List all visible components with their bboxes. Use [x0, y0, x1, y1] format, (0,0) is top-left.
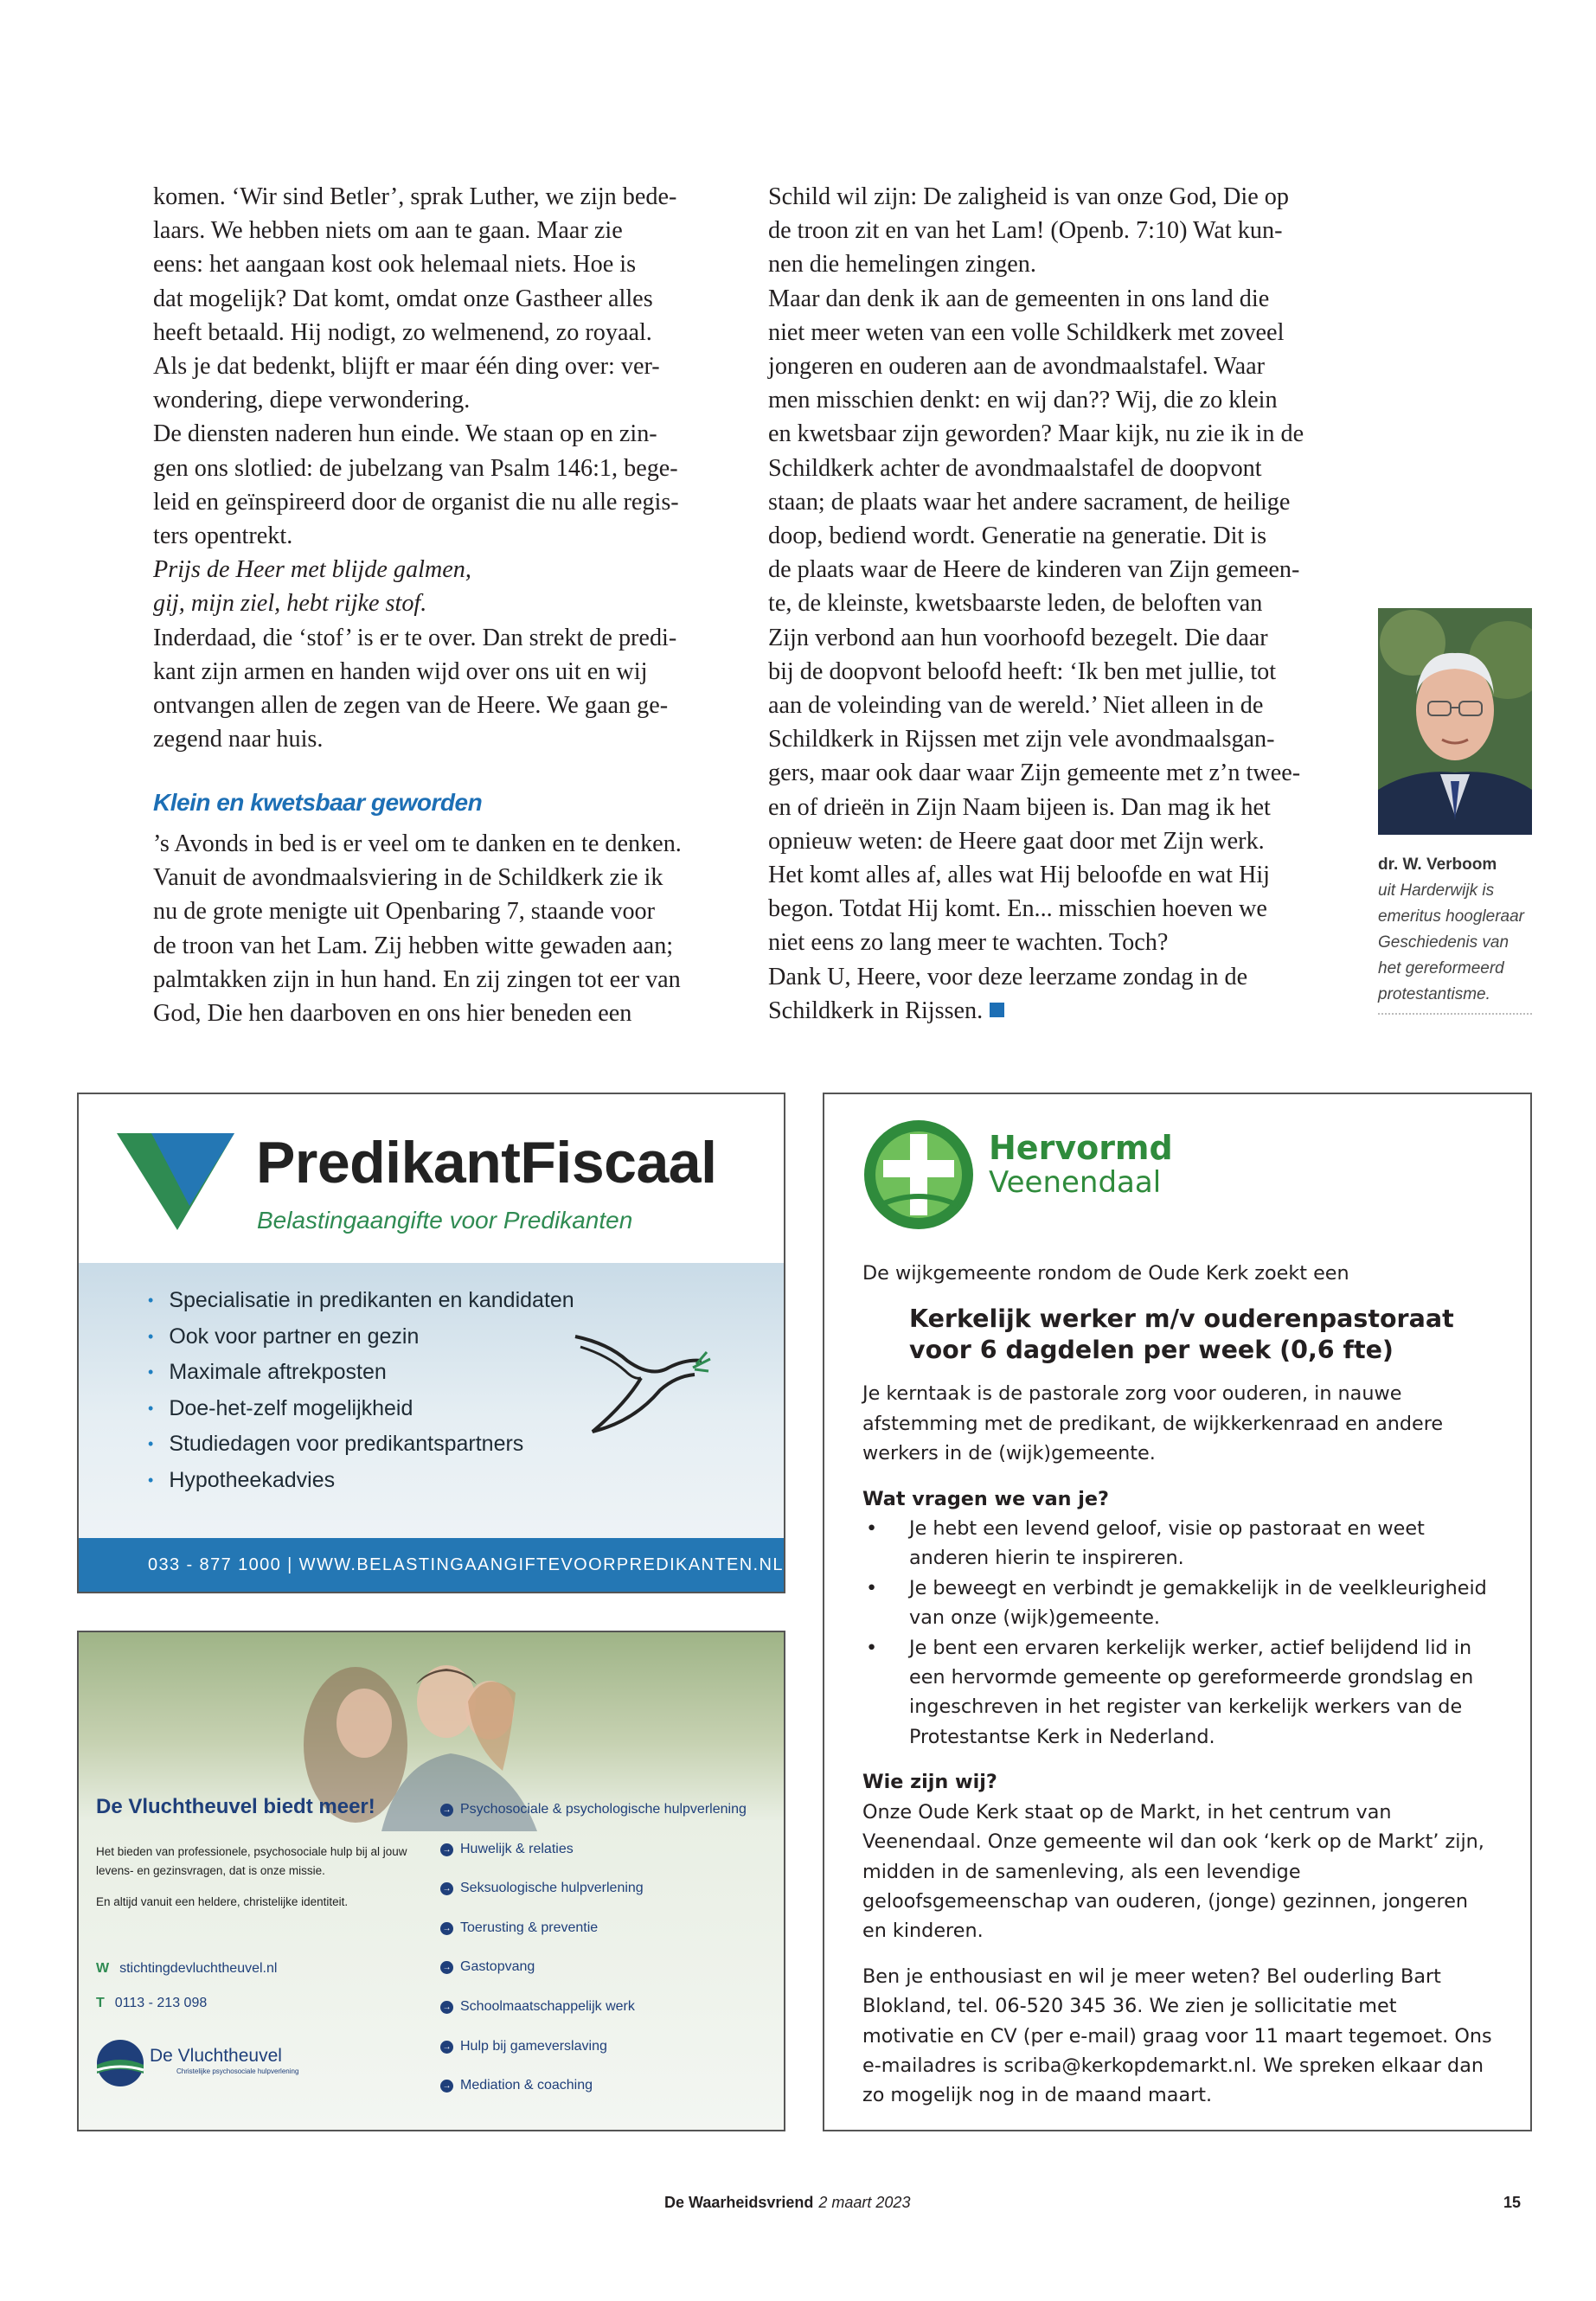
text-line: ters opentrekt.: [153, 522, 293, 550]
article-column-right: [768, 180, 1339, 1028]
text-line: gen ons slotlied: de jubelzang van Psalm 146:1, bege-: [153, 454, 678, 482]
text-line: kant zijn armen en handen wijd over ons uit en wij: [153, 657, 648, 685]
service-label: Toerusting & preventie: [460, 1920, 599, 1935]
text-line: leid en geïnspireerd door de organist die nu alle regis-: [153, 488, 679, 516]
text-line: staan; de plaats waar het andere sacrament, de heilige: [768, 488, 1291, 516]
text-line: te, de kleinste, kwetsbaarste leden, de beloften van: [768, 590, 1263, 618]
text-line: bij de doopvont beloofd heeft: ‘Ik ben met jullie, tot: [768, 657, 1277, 685]
author-name: dr. W. Verboom: [1378, 856, 1497, 874]
vluchtheuvel-mission: [96, 1843, 416, 1912]
service-label: Hypotheekadvies: [169, 1467, 336, 1492]
page-number: 15: [1503, 2194, 1522, 2211]
text-line: de troon van het Lam. Zij hebben witte gewaden aan;: [153, 932, 674, 959]
vluchtheuvel-service-item[interactable]: [440, 1987, 747, 2027]
author-bio: [1378, 878, 1532, 1008]
text-line: dat mogelijk? Dat komt, omdat onze Gastheer alles: [153, 285, 653, 312]
article-column-left: [153, 180, 726, 756]
predikantfiscaal-service-item: [148, 1319, 574, 1356]
article-paragraphs-3: [153, 827, 726, 1030]
vacancy-requirement-item: • Je beweegt en verbindt je gemakkelijk in de veelkleurigheid van onze (wijk)gemeente.: [862, 1574, 1494, 1633]
text-line: Schildkerk achter de avondmaalstafel de doopvont: [768, 454, 1262, 482]
text-line: palmtakken zijn in hun hand. En zij zingen tot eer van: [153, 965, 681, 993]
text-line: De diensten naderen hun einde. We staan op en zin-: [153, 420, 657, 448]
arrow-right-icon: →: [440, 1961, 453, 1974]
text-line: Als je dat bedenkt, blijft er maar één ding over: ver-: [153, 353, 660, 381]
vluchtheuvel-service-item[interactable]: [440, 1908, 747, 1948]
dove-icon: [574, 1326, 712, 1439]
vacancy-core-task: Je kerntaak is de pastorale zorg voor ouderen, in nauwe afstemming met de predikant, de wijkkerkenraad en andere werkers in de (wijk)gemeente.: [862, 1382, 1444, 1465]
vluchtheuvel-service-item[interactable]: [440, 1830, 747, 1869]
text-line: ontvangen allen de zegen van de Heere. We gaan ge-: [153, 692, 669, 720]
service-label: Gastopvang: [460, 1959, 535, 1975]
predikantfiscaal-service-item: [148, 1391, 574, 1427]
predikantfiscaal-subtitle: Belastingaangifte voor Predikanten: [257, 1207, 633, 1234]
psalm-quote: [153, 553, 726, 620]
vluchtheuvel-website[interactable]: W stichtingdevluchtheuvel.nl: [96, 1961, 278, 1976]
text-line: begon. Totdat Hij komt. En... misschien hoeven we: [768, 895, 1267, 923]
vacancy-requirement-item: • Je bent een ervaren kerkelijk werker, actief belijdend lid in een hervormde gemeente op gereformeerde grondslag en ingeschreven in het register van kerkelijk werkers van de Protestantse Kerk in Nederland.: [862, 1633, 1494, 1753]
text-line: Inderdaad, die ‘stof’ is er te over. Dan strekt de predi-: [153, 624, 677, 651]
text-line: de plaats waar de Heere de kinderen van Zijn gemeen-: [768, 556, 1300, 584]
author-photo: [1378, 608, 1532, 835]
predikantfiscaal-service-item: [148, 1283, 574, 1319]
vluchtheuvel-logo-name: De Vluchtheuvel: [150, 2046, 282, 2066]
text-line: men misschien denkt: en wij dan?? Wij, die zo klein: [768, 387, 1278, 414]
text-line: opnieuw weten: de Heere gaat door met Zijn werk.: [768, 827, 1265, 855]
vluchtheuvel-service-item[interactable]: [440, 2066, 747, 2106]
author-bio-line: Geschiedenis van: [1378, 933, 1509, 952]
vluchtheuvel-service-item[interactable]: [440, 1947, 747, 1987]
author-box: [1378, 608, 1532, 1015]
hervormd-vacancy-text: [862, 1259, 1494, 2111]
arrow-right-icon: →: [440, 1882, 453, 1895]
arrow-right-icon: →: [440, 2041, 453, 2054]
service-label: Hulp bij gameverslaving: [460, 2038, 607, 2054]
arrow-right-icon: →: [440, 1922, 453, 1935]
ad-hervormd-veenendaal[interactable]: [823, 1093, 1532, 2131]
predikantfiscaal-service-item: [148, 1463, 574, 1499]
text-line: nu de grote menigte uit Openbaring 7, staande voor: [153, 898, 656, 926]
text-line: eens: het aangaan kost ook helemaal niets. Hoe is: [153, 251, 637, 279]
arrow-right-icon: →: [440, 2001, 453, 2014]
author-bio-line: emeritus hoogleraar: [1378, 907, 1524, 926]
vluchtheuvel-services: [440, 1790, 747, 2106]
article-paragraphs-2: [153, 621, 726, 757]
article-end-mark-icon: [990, 1003, 1004, 1017]
article-paragraphs-4: [768, 180, 1339, 1028]
predikantfiscaal-logo-icon: [117, 1133, 234, 1230]
predikantfiscaal-services: [148, 1283, 574, 1499]
hervormd-veenendaal-logo-icon: [862, 1118, 975, 1231]
text-line: jongeren en ouderen aan de avondmaalstafel. Waar: [768, 353, 1266, 381]
predikantfiscaal-title: PredikantFiscaal: [256, 1130, 717, 1195]
text-line: laars. We hebben niets om aan te gaan. Maar zie: [153, 217, 623, 245]
vacancy-contact-text: Ben je enthousiast en wil je meer weten? Bel ouderling Bart Blokland, tel. 06-520 345 36. We zien je sollicitatie met motivatie en CV (per e-mail) graag voor 11 maart tegemoet. Ons e-mailadres is scriba@kerkopdemarkt.nl. We spreken elkaar dan zo mogelijk nog in de maand maart.: [862, 1965, 1492, 2107]
predikantfiscaal-service-item: [148, 1426, 574, 1463]
article-paragraphs-1: [153, 180, 726, 553]
service-label: Psychosociale & psychologische hulpverlening: [460, 1802, 747, 1817]
vluchtheuvel-identity-text: En altijd vanuit een heldere, christelijke identiteit.: [96, 1895, 349, 1908]
text-line: Schildkerk in Rijssen.: [768, 994, 1339, 1028]
vacancy-who-heading: Wie zijn wij?: [862, 1771, 997, 1794]
text-line: de troon zit en van het Lam! (Openb. 7:10) Wat kun-: [768, 217, 1283, 245]
hervormd-name-line1: Hervormd: [989, 1129, 1173, 1167]
ad-predikantfiscaal[interactable]: [77, 1093, 785, 1593]
text-line: Schildkerk in Rijssen met zijn vele avondmaalsgan-: [768, 726, 1275, 753]
vluchtheuvel-heading: De Vluchtheuvel biedt meer!: [96, 1795, 375, 1818]
text-line: Schild wil zijn: De zaligheid is van onze God, Die op: [768, 183, 1289, 210]
service-label: Huwelijk & relaties: [460, 1841, 574, 1856]
text-line: Zijn verbond aan hun voorhoofd bezegelt. Die daar: [768, 624, 1268, 651]
service-label: Mediation & coaching: [460, 2078, 593, 2093]
author-caption: [1378, 852, 1532, 1015]
text-line: nen die hemelingen zingen.: [768, 251, 1036, 279]
text-line: niet eens zo lang meer te wachten. Toch?: [768, 929, 1169, 957]
service-label: Ook voor partner en gezin: [169, 1324, 420, 1349]
text-line: zegend naar huis.: [153, 726, 324, 753]
service-label: Studiedagen voor predikantspartners: [169, 1432, 524, 1457]
service-label: Doe-het-zelf mogelijkheid: [169, 1395, 413, 1420]
service-label: Specialisatie in predikanten en kandidaten: [169, 1288, 574, 1312]
vacancy-requirement-item: • Je hebt een levend geloof, visie op pastoraat en weet anderen hierin te inspireren.: [862, 1514, 1494, 1574]
text-line: Het komt alles af, alles wat Hij beloofde en wat Hij: [768, 862, 1271, 889]
vluchtheuvel-phone[interactable]: T 0113 - 213 098: [96, 1996, 208, 2010]
text-line: Dank U, Heere, voor deze leerzame zondag in de: [768, 963, 1248, 990]
text-line: niet meer weten van een volle Schildkerk met zoveel: [768, 318, 1285, 346]
author-bio-line: uit Harderwijk is: [1378, 881, 1495, 900]
service-label: Schoolmaatschappelijk werk: [460, 1998, 635, 2014]
text-line: en of drieën in Zijn Naam bijeen is. Dan mag ik het: [768, 793, 1271, 821]
vacancy-requirements-heading: Wat vragen we van je?: [862, 1487, 1109, 1510]
text-line: doop, bediend wordt. Generatie na generatie. Dit is: [768, 522, 1267, 550]
text-line: en kwetsbaar zijn geworden? Maar kijk, nu zie ik in de: [768, 420, 1304, 448]
vluchtheuvel-logo-tagline: Christelijke psychosociale hulpverlening: [176, 2067, 299, 2075]
author-portrait-illustration: [1378, 608, 1532, 835]
quote-line: Prijs de Heer met blijde galmen,: [153, 556, 471, 584]
quote-line: gij, mijn ziel, hebt rijke stof.: [153, 590, 427, 618]
text-line: komen. ‘Wir sind Betler’, sprak Luther, we zijn bede-: [153, 183, 677, 210]
author-bio-line: het gereformeerd: [1378, 959, 1504, 977]
text-line: gers, maar ook daar waar Zijn gemeente met z’n twee-: [768, 760, 1301, 787]
text-line: ’s Avonds in bed is er veel om te danken en te denken.: [153, 830, 682, 857]
author-bio-line: protestantisme.: [1378, 985, 1490, 1003]
vacancy-job-title: Kerkelijk werker m/v ouderenpastoraat voor 6 dagdelen per week (0,6 fte): [909, 1304, 1454, 1364]
article-column-left-2: [153, 827, 726, 1030]
vacancy-requirements: [862, 1514, 1494, 1752]
text-line: wondering, diepe verwondering.: [153, 387, 471, 414]
vluchtheuvel-service-item[interactable]: [440, 2027, 747, 2067]
predikantfiscaal-service-item: [148, 1355, 574, 1391]
arrow-right-icon: →: [440, 1804, 453, 1817]
text-line: Maar dan denk ik aan de gemeenten in ons land die: [768, 285, 1270, 312]
text-line: heeft betaald. Hij nodigt, zo welmenend, zo royaal.: [153, 318, 652, 346]
text-line: aan de voleinding van de wereld.’ Niet alleen in de: [768, 692, 1264, 720]
footer-magazine: [664, 2194, 910, 2212]
vacancy-intro: De wijkgemeente rondom de Oude Kerk zoekt een: [862, 1262, 1349, 1285]
predikantfiscaal-contact-bar[interactable]: 033 - 877 1000 | WWW.BELASTINGAANGIFTEVOORPREDIKANTEN.NL: [79, 1538, 784, 1592]
section-subheading: Klein en kwetsbaar geworden: [153, 789, 483, 816]
service-label: Maximale aftrekposten: [169, 1360, 387, 1385]
text-line: Vanuit de avondmaalsviering in de Schildkerk zie ik: [153, 864, 663, 892]
arrow-right-icon: →: [440, 1843, 453, 1856]
vluchtheuvel-service-item[interactable]: [440, 1790, 747, 1830]
vluchtheuvel-service-item[interactable]: [440, 1868, 747, 1908]
hervormd-name-line2: Veenendaal: [989, 1165, 1162, 1200]
vacancy-who-text: Onze Oude Kerk staat op de Markt, in het centrum van Veenendaal. Onze gemeente wil dan ook ‘kerk op de Markt’ zijn, midden in de samenleving, als een levendige geloofsgemeenschap van ouderen, (jonge) gezinnen, jongeren en kinderen.: [862, 1800, 1484, 1943]
vluchtheuvel-logo-icon: [94, 2039, 146, 2087]
issue-date: 2 maart 2023: [818, 2194, 911, 2211]
magazine-name: De Waarheidsvriend: [664, 2194, 814, 2211]
arrow-right-icon: →: [440, 2080, 453, 2093]
ad-vluchtheuvel[interactable]: [77, 1631, 785, 2131]
text-line: God, Die hen daarboven en ons hier beneden een: [153, 1000, 632, 1028]
service-label: Seksuologische hulpverlening: [460, 1881, 644, 1896]
vluchtheuvel-mission-text: Het bieden van professionele, psychosociale hulp bij al jouw levens- en gezinsvragen, dat is onze missie.: [96, 1845, 407, 1877]
